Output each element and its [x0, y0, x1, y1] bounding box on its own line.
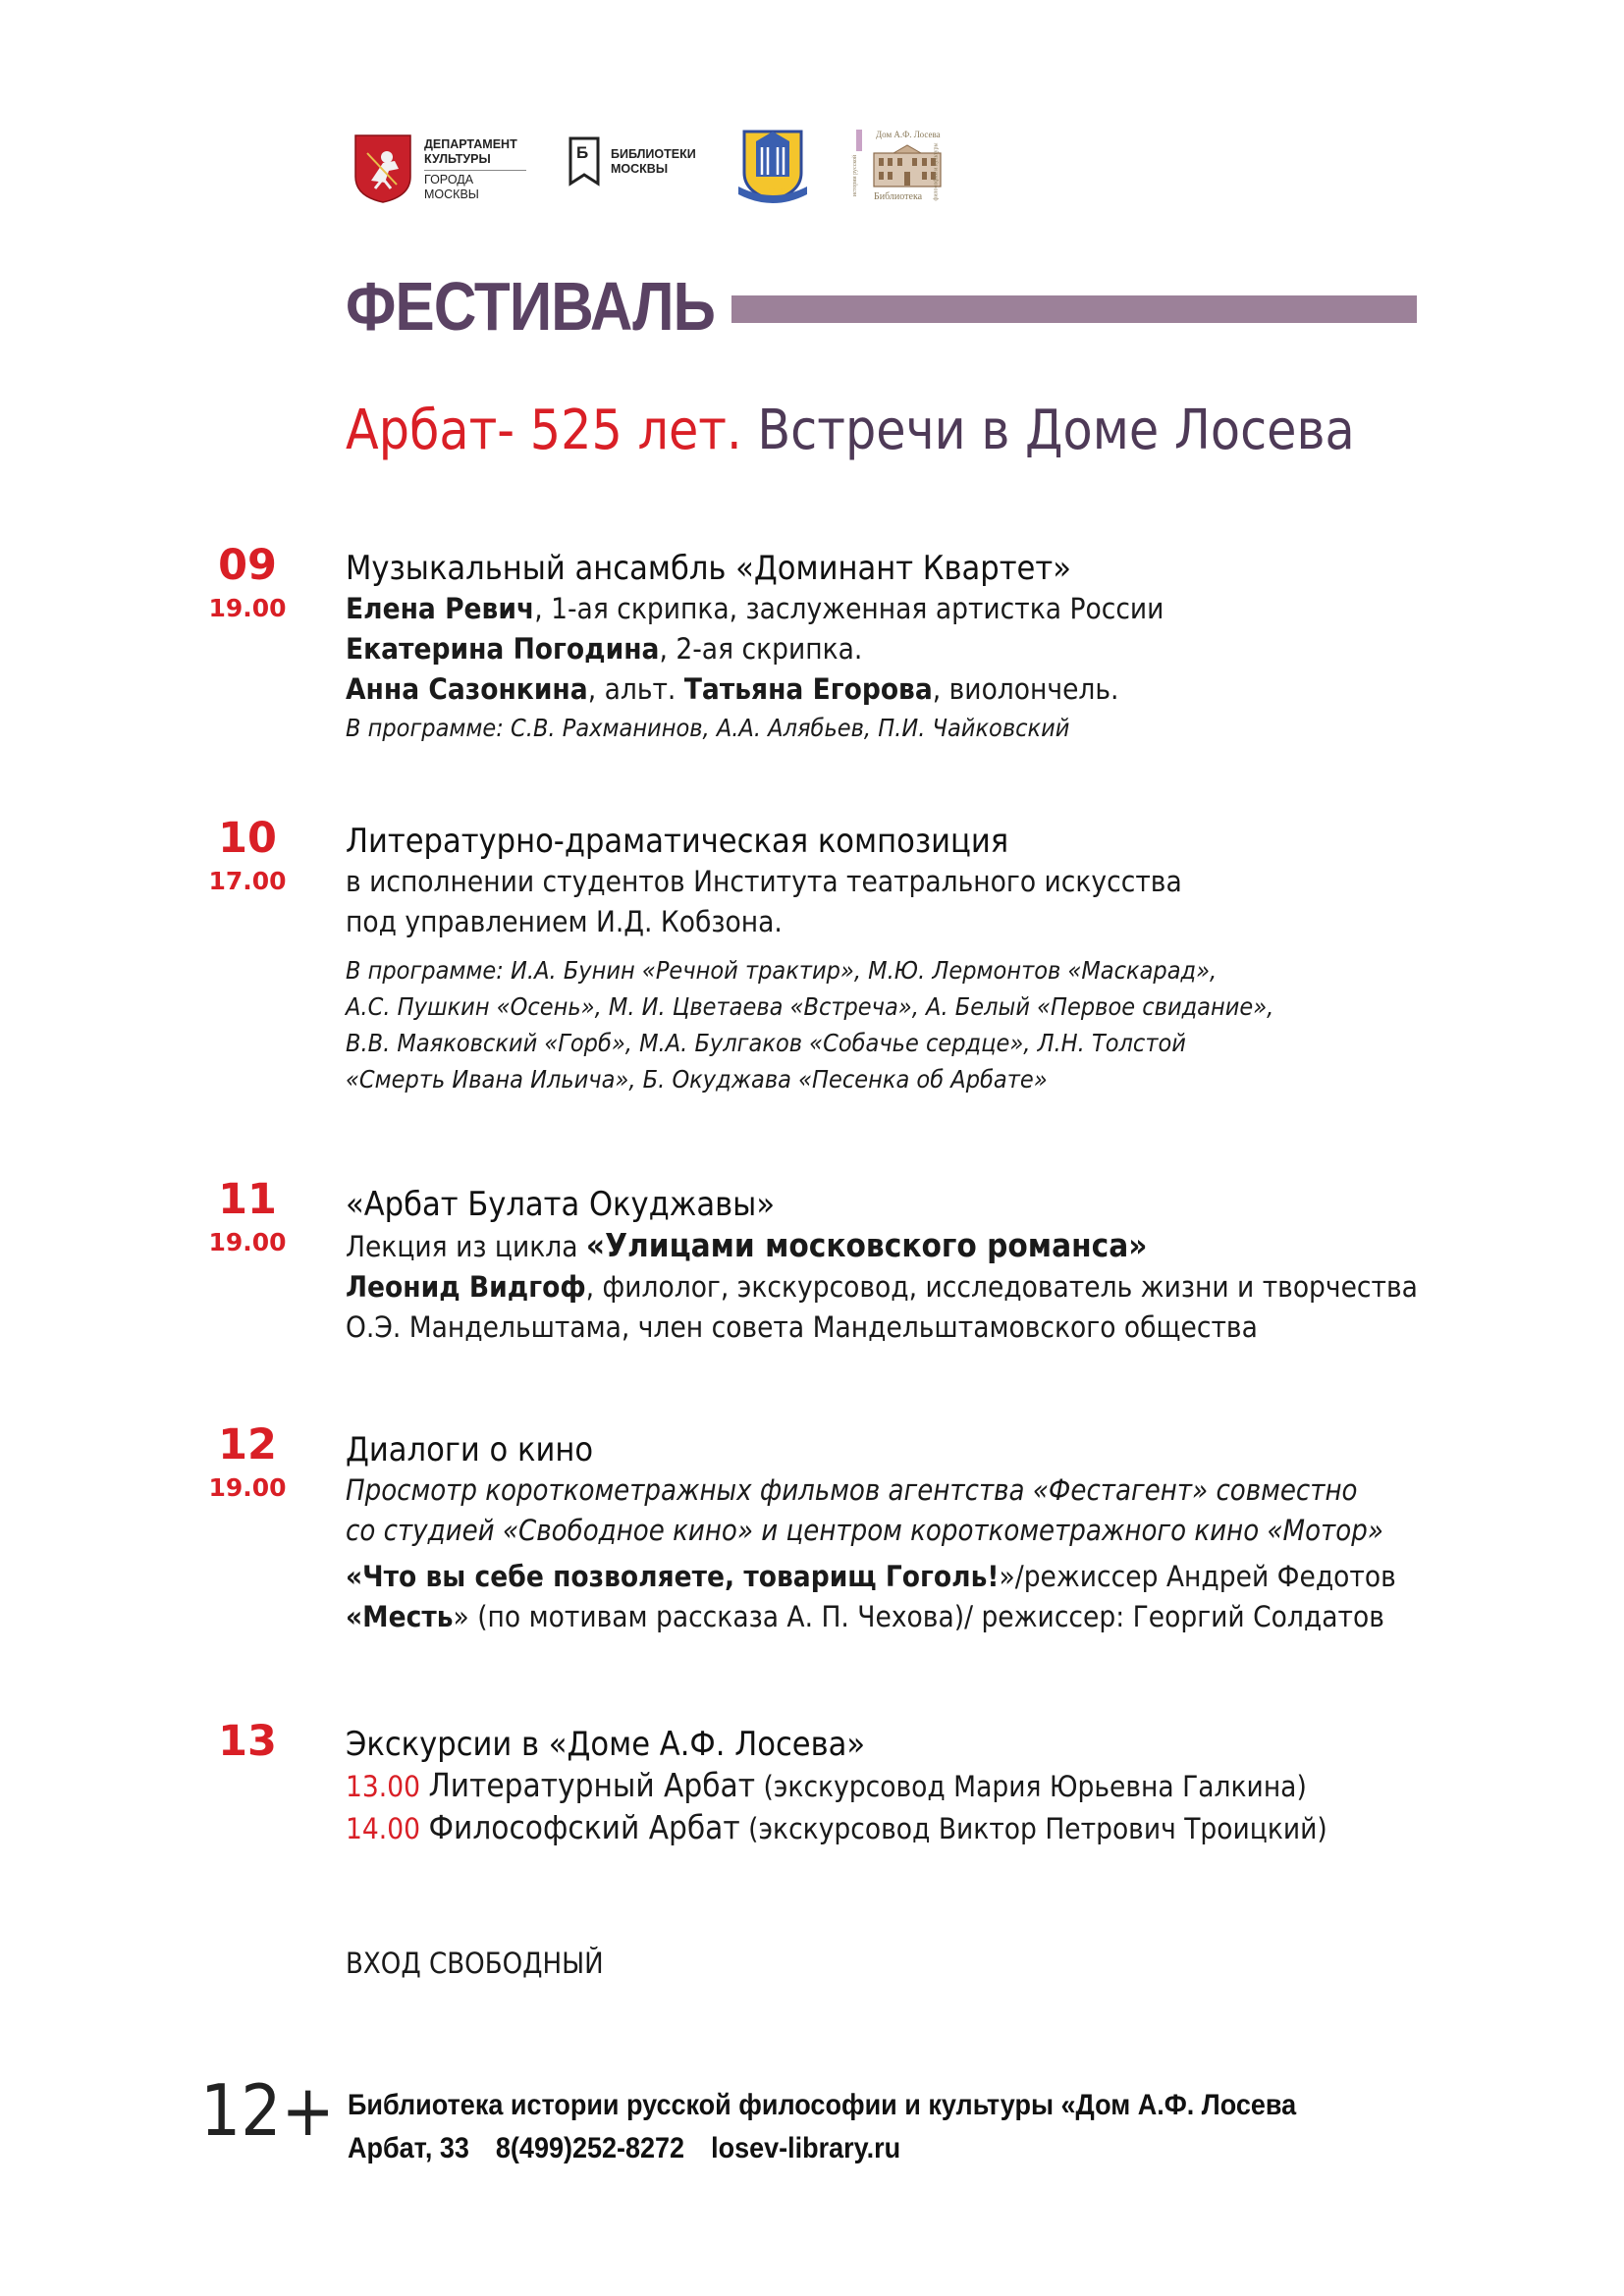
- performer-role: , 1-ая скрипка, заслуженная артистка России: [534, 592, 1164, 625]
- footer-site-link[interactable]: losev-library.ru: [711, 2132, 901, 2164]
- footer-library: Библиотека истории русской философии и культуры «Дом А.Ф. Лосева: [348, 2089, 1297, 2121]
- event-block-11: [346, 1184, 1537, 1348]
- tour-line: [346, 1765, 1327, 1807]
- footer-address: Арбат, 33: [348, 2132, 469, 2164]
- lecturer-name: Леонид Видгоф: [346, 1270, 586, 1304]
- event-line: О.Э. Мандельштама, член совета Мандельштамовского общества: [346, 1310, 1258, 1344]
- event-block-09: [346, 548, 1255, 746]
- event-time: 19.00: [208, 1473, 287, 1502]
- tour-line: [346, 1807, 1327, 1849]
- festival-heading: ФЕСТИВАЛЬ: [346, 268, 716, 345]
- footer-contacts: [348, 2130, 927, 2167]
- losev-left-text: истории русской: [852, 154, 859, 197]
- tour-guide: (экскурсовод Виктор Петрович Троицкий): [739, 1812, 1327, 1845]
- event-block-10: [346, 821, 1355, 1097]
- event-date: 13: [218, 1717, 277, 1766]
- film-director: »/режиссер Андрей Федотов: [999, 1560, 1396, 1593]
- libraries-logo-text: [611, 147, 696, 177]
- performer-role: , альт.: [587, 672, 684, 706]
- performer-name: Анна Сазонкина: [346, 672, 588, 706]
- event-description: Просмотр короткометражных фильмов агентства «Фестагент» совместно: [346, 1473, 1358, 1507]
- event-date: 10: [218, 814, 277, 863]
- lib-line1: БИБЛИОТЕКИ: [611, 147, 696, 161]
- tour-title: Философский Арбат: [428, 1808, 740, 1846]
- moscow-coat-of-arms-icon: [353, 133, 412, 208]
- event-time: 19.00: [208, 594, 287, 622]
- quote-close: »: [1128, 1226, 1148, 1264]
- quote-open: «: [346, 1600, 363, 1633]
- tour-guide: (экскурсовод Мария Юрьевна Галкина): [755, 1770, 1307, 1803]
- lecture-prefix: Лекция из цикла: [346, 1230, 586, 1263]
- event-date: 12: [218, 1420, 277, 1469]
- tour-title: Литературный Арбат: [428, 1766, 756, 1804]
- event-program: В программе: И.А. Бунин «Речной трактир», М.Ю. Лермонтов «Маскарад»,: [346, 956, 1218, 985]
- event-line: [346, 1267, 1418, 1308]
- performer-name: Екатерина Погодина: [346, 632, 660, 666]
- film-title: Что вы себе позволяете, товарищ Гоголь!: [362, 1560, 1000, 1593]
- dept-culture-logo-text: [424, 137, 526, 202]
- event-title: Экскурсии в «Доме А.Ф. Лосева»: [346, 1725, 866, 1764]
- film-line: [346, 1597, 1396, 1637]
- event-date: 09: [218, 541, 277, 590]
- losev-building-icon: [872, 143, 943, 188]
- subtitle-purple: Встречи в Доме Лосева: [757, 399, 1355, 462]
- performer-role: , 2-ая скрипка.: [659, 632, 863, 666]
- event-line: [346, 669, 1164, 710]
- film-director: » (по мотивам рассказа А. П. Чехова)/ режиссер: Георгий Солдатов: [453, 1600, 1384, 1633]
- event-title: Музыкальный ансамбль «Доминант Квартет»: [346, 549, 1071, 588]
- dept-line3: ГОРОДА МОСКВЫ: [424, 173, 479, 201]
- event-line: [346, 1225, 1418, 1267]
- event-title: Диалоги о кино: [346, 1430, 594, 1469]
- event-program: А.С. Пушкин «Осень», М. И. Цветаева «Встреча», А. Белый «Первое свидание»,: [346, 992, 1274, 1021]
- tour-time: 14.00: [346, 1812, 421, 1845]
- tour-time: 13.00: [346, 1770, 421, 1803]
- quote-open: «: [346, 1560, 363, 1593]
- event-title: Литературно-драматическая композиция: [346, 822, 1009, 861]
- losev-house-logo: [852, 130, 964, 208]
- event-program: «Смерть Ивана Ильича», Б. Окуджава «Песенка об Арбате»: [346, 1065, 1048, 1094]
- performer-name: Татьяна Егорова: [683, 672, 933, 706]
- event-line: [346, 629, 1164, 669]
- arbat-ribbon-text: АРБАТ: [762, 188, 785, 195]
- event-time: 19.00: [208, 1228, 287, 1256]
- lib-letter: Б: [576, 143, 589, 162]
- arbat-emblem-icon: [736, 128, 809, 212]
- event-block-13: [346, 1724, 1436, 1849]
- libraries-bookmark-icon: [568, 135, 601, 190]
- quote-open: «: [585, 1226, 606, 1264]
- film-line: [346, 1557, 1396, 1597]
- festival-bar: [731, 295, 1417, 323]
- losev-top-text: Дом А.Ф. Лосева: [876, 130, 941, 139]
- film-title: Месть: [362, 1600, 454, 1633]
- lecturer-bio: , филолог, экскурсовод, исследователь жизни и творчества: [585, 1270, 1418, 1304]
- performer-name: Елена Ревич: [346, 592, 535, 625]
- dept-line1: ДЕПАРТАМЕНТ: [424, 137, 517, 151]
- free-entry: ВХОД СВОБОДНЫЙ: [346, 1947, 604, 1980]
- footer-phone: 8(499)252-8272: [495, 2132, 685, 2164]
- event-line: в исполнении студентов Института театрального искусства: [346, 865, 1182, 898]
- event-time: 17.00: [208, 867, 287, 895]
- age-rating: 12+: [200, 2069, 335, 2152]
- spacer: [346, 942, 1355, 952]
- losev-pink-accent: [856, 130, 862, 151]
- event-program: В.В. Маяковский «Горб», М.А. Булгаков «Собачье сердце», Л.Н. Толстой: [346, 1029, 1186, 1057]
- event-program: В программе: С.В. Рахманинов, А.А. Алябьев, П.И. Чайковский: [346, 714, 1070, 742]
- dept-divider: [424, 170, 526, 171]
- subtitle-red: Арбат- 525 лет.: [346, 399, 742, 462]
- event-block-12: [346, 1429, 1513, 1637]
- dept-line2: КУЛЬТУРЫ: [424, 152, 491, 166]
- losev-right-text: философии и культуры: [933, 142, 940, 201]
- event-description: со студией «Свободное кино» и центром короткометражного кино «Мотор»: [346, 1514, 1383, 1547]
- performer-role: , виолончель.: [932, 672, 1119, 706]
- event-line: [346, 589, 1164, 629]
- event-line: под управлением И.Д. Кобзона.: [346, 905, 783, 938]
- event-title: «Арбат Булата Окуджавы»: [346, 1185, 776, 1224]
- losev-bottom-text: Библиотека: [874, 191, 923, 202]
- lecture-cycle: Улицами московского романса: [605, 1226, 1129, 1264]
- event-date: 11: [218, 1175, 277, 1224]
- lib-line2: МОСКВЫ: [611, 162, 669, 176]
- festival-subtitle: [346, 397, 1355, 465]
